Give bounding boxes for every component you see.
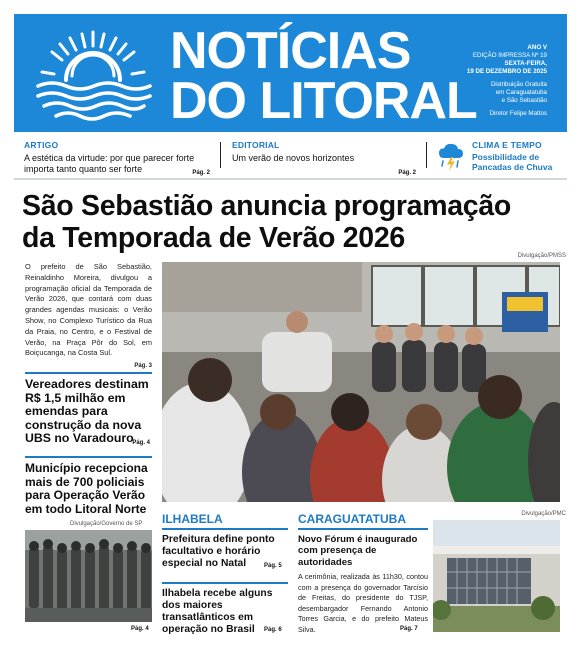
divider bbox=[426, 142, 427, 168]
distribution-line-1: Distribuição Gratuita bbox=[490, 81, 547, 88]
teaser-editorial[interactable] bbox=[232, 140, 416, 178]
newspaper-title bbox=[170, 22, 477, 130]
story-title[interactable]: Novo Fórum é inaugurado com presença de autoridades bbox=[298, 534, 418, 568]
page-ref: Pág. 5 bbox=[264, 563, 282, 569]
side-story-operacao-verao[interactable] bbox=[25, 456, 152, 516]
page-ref: Pág. 4 bbox=[131, 626, 149, 632]
section-caraguatatuba bbox=[298, 512, 428, 635]
teaser-kicker: EDITORIAL bbox=[232, 140, 280, 150]
page-ref: Pág. 3 bbox=[134, 363, 152, 370]
story-title: Vereadores destinam R$ 1,5 milhão em emendas para construção da nova UBS no Varadouro bbox=[25, 377, 149, 446]
edition-number: EDIÇÃO IMPRESSA Nº 19 bbox=[472, 52, 547, 59]
section-ilhabela bbox=[162, 512, 288, 636]
story-title[interactable]: Prefeitura define ponto facultativo e horário especial no Natal bbox=[162, 534, 275, 569]
teaser-kicker: CLIMA E TEMPO bbox=[472, 140, 542, 150]
side-story-ubs[interactable] bbox=[25, 372, 152, 446]
section-rule bbox=[25, 456, 152, 458]
edition-info bbox=[467, 44, 547, 118]
story-title: Município recepciona mais de 700 policiais para Operação Verão em todo Litoral Norte bbox=[25, 461, 148, 516]
title-line-2: DO LITORAL bbox=[170, 72, 477, 130]
section-rule bbox=[25, 372, 152, 374]
forum-building-photo[interactable] bbox=[433, 520, 560, 632]
masthead bbox=[14, 14, 567, 132]
weekday: SEXTA-FEIRA, bbox=[504, 60, 547, 67]
photo-credit-forum: Divulgação/PMC bbox=[521, 511, 566, 517]
divider bbox=[220, 142, 221, 168]
press-conference-photo[interactable] bbox=[162, 262, 560, 502]
photo-credit-main: Divulgação/PMSS bbox=[517, 253, 566, 259]
director: Diretor Felipe Mattos bbox=[489, 110, 547, 117]
teaser-kicker: ARTIGO bbox=[24, 140, 59, 150]
section-rule bbox=[298, 528, 428, 530]
page-ref: Pág. 4 bbox=[132, 440, 150, 446]
year-label: ANO V bbox=[527, 44, 547, 51]
page-ref: Pág. 6 bbox=[264, 627, 282, 633]
title-line-1: NOTÍCIAS bbox=[170, 22, 411, 80]
distribution-line-2: em Caraguatatuba bbox=[495, 89, 547, 96]
teaser-clima[interactable] bbox=[438, 140, 568, 178]
rain-cloud-lightning-icon bbox=[438, 142, 464, 172]
story-text: A cerimônia, realizada às 11h30, contou com a presença do governador Tarcísio de Freitas, do presidente do TJSP, desembargador Fernando Antonio Torres Garcia, e do prefeito Mateus Silva. bbox=[298, 572, 428, 634]
story-title[interactable]: Ilhabela recebe alguns dos maiores transatlânticos em operação no Brasil bbox=[162, 588, 273, 635]
forecast-text bbox=[472, 152, 552, 172]
page-ref: Pág. 2 bbox=[398, 170, 416, 176]
photo-credit-troops: Divulgação/Governo de SP bbox=[70, 521, 143, 527]
forecast-line-2: Pancadas de Chuva bbox=[472, 162, 553, 172]
edition-date: 19 DE DEZEMBRO DE 2025 bbox=[466, 68, 547, 75]
teaser-text: Um verão de novos horizontes bbox=[232, 153, 355, 163]
main-headline[interactable] bbox=[22, 190, 567, 254]
teaser-text: A estética da virtude: por que parecer forte importa tanto quanto ser forte bbox=[24, 153, 195, 174]
sun-waves-logo-icon bbox=[32, 24, 154, 124]
section-rule bbox=[162, 582, 288, 584]
section-rule bbox=[162, 528, 288, 530]
police-troops-photo[interactable] bbox=[25, 530, 152, 622]
lead-article bbox=[25, 262, 152, 372]
section-label: CARAGUATATUBA bbox=[298, 512, 406, 526]
teaser-artigo[interactable] bbox=[24, 140, 210, 178]
headline-line-1: São Sebastião anuncia programação bbox=[22, 190, 512, 222]
page-ref: Pág. 7 bbox=[400, 626, 418, 632]
forecast-line-1: Possibilidade de bbox=[472, 152, 540, 162]
headline-line-2: da Temporada de Verão 2026 bbox=[22, 222, 405, 254]
distribution-line-3: e São Sebastião bbox=[501, 97, 547, 104]
lead-text: O prefeito de São Sebastião, Reinaldinho Moreira, divulgou a programação oficial da Temporada de Verão 2026, que contará com duas grandes agendas musicais: o Verão Show, no Complexo Turístico da Rua da Praia, no Centro, e o Festival de Verão, na Praça Pôr do Sol, em Boiçucanga, na Costa Sul. bbox=[25, 262, 152, 358]
section-label: ILHABELA bbox=[162, 512, 223, 526]
teaser-strip bbox=[14, 136, 567, 180]
page-ref: Pág. 2 bbox=[192, 170, 210, 176]
